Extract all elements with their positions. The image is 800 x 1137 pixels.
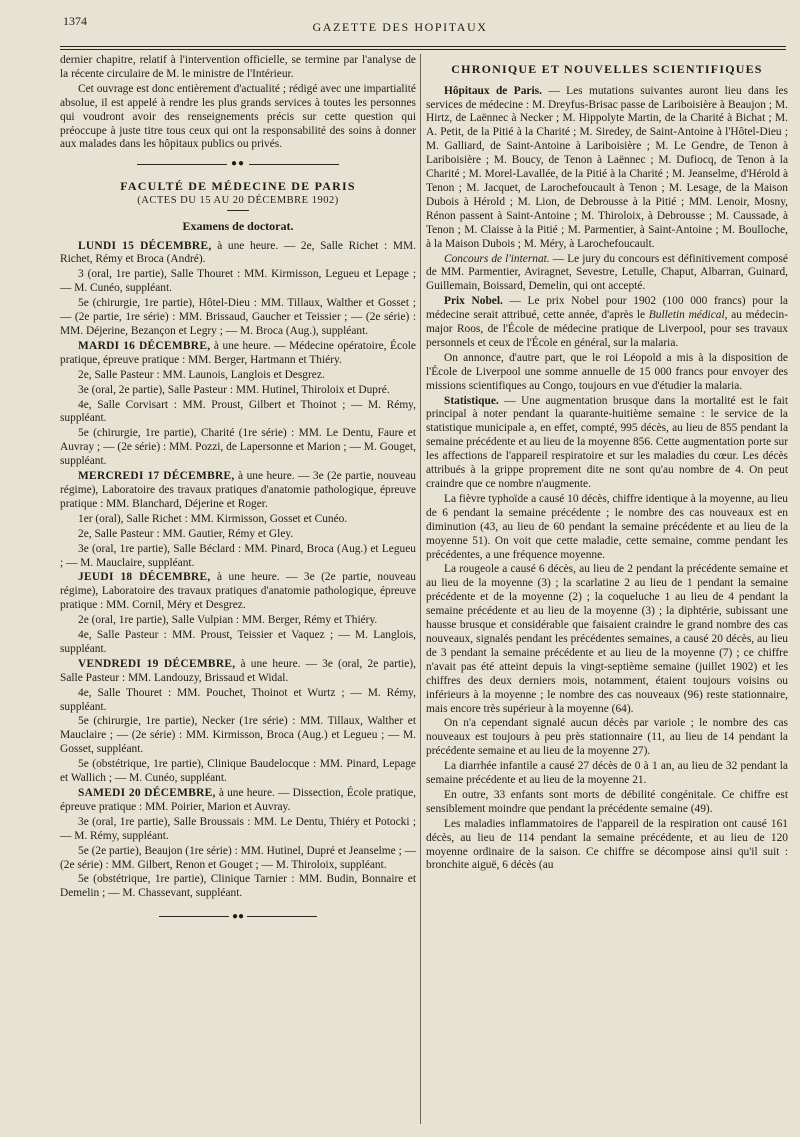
examens-heading: Examens de doctorat. bbox=[182, 218, 294, 233]
respiration-paragraph: Les maladies inflammatoires de l'appareil de la respiration ont causé 161 décès, au lieu de 114 pendant la semaine précédente, et au lieu de 120 moyenne ordinaire de la saison. Ce chiffre se décompose ainsi qu'il suit : bronchite aiguë, 6 décès (au bbox=[426, 817, 788, 872]
statistique-paragraph: Statistique. — Une augmentation brusque dans la mortalité est le fait principal à noter pendant la quarante-huitième semaine : le service de la statistique municipale a, en effet, compté, 995 décès, au lieu de 855 pendant la semaine précédente et au lieu de la moyenne 856. Cette augmentation porte sur les affections de l'appareil respiratoire et sur les maladies du cœur. Les décès attribués à la grippe proprement dite ne sont qu'au nombre de 4. On peut craindre que ce nombre n'augmente. bbox=[426, 394, 789, 490]
debilite-paragraph: En outre, 33 enfants sont morts de débilité congénitale. Ce chiffre est sensiblement moindre que pendant la précédente semaine (49). bbox=[426, 788, 788, 815]
exam-day-entry: JEUDI 18 DÉCEMBRE, à une heure. — 3e (2e partie, nouveau régime), Laboratoire des travaux pratiques d'anatomie pathologique, épreuve pratique : MM. Cornil, Méry et Desgrez. bbox=[60, 571, 416, 612]
exam-day-date: LUNDI 15 DÉCEMBRE, bbox=[78, 239, 212, 252]
exam-entry: 5e (chirurgie, 1re partie), Necker (1re série) : MM. Tillaux, Walther et Mauclaire ; — (2e série) : MM. Kirmisson, Broca (Aug.) et Legueu ; — M. Gosset, suppléant. bbox=[60, 715, 416, 756]
header-rule-double bbox=[60, 49, 786, 50]
intro-paragraph: Cet ouvrage est donc entièrement d'actualité ; rédigé avec une impartialité absolue, il est appelé à rendre les plus grands services à toutes les personnes qui voudront avoir des renseignements précis sur cette question qui préoccupe à juste titre tous ceux qui ont la responsabilité des soins à donner aux malades dans les hôpitaux publics ou privés. bbox=[60, 82, 416, 151]
exam-entry: 4e, Salle Thouret : MM. Pouchet, Thoinot et Wurtz ; — M. Rémy, suppléant. bbox=[60, 686, 416, 713]
hopitaux-label: Hôpitaux de Paris. bbox=[444, 84, 542, 97]
right-column bbox=[426, 54, 788, 873]
short-rule bbox=[227, 210, 249, 211]
exam-entry: 2e, Salle Pasteur : MM. Gautier, Rémy et Gley. bbox=[78, 527, 294, 540]
left-column bbox=[60, 54, 416, 923]
statistique-paragraph: La rougeole a causé 6 décès, au lieu de 2 pendant la précédente semaine et au lieu de la moyenne (3) ; la scarlatine 2 au lieu de 1 pendant la semaine précédente et de la moyenne (2) ; la coqueluche 1 au lieu de 4 pendant la semaine précédente et au lieu de la moyenne (3) ; la diphtérie, subissant une hausse brusque et considérable que faisaient craindre le grand nombre des cas nouveaux, signalés pendant les précédentes semaines, a causé 20 décès, au lieu de 3 pendant la semaine précédente et au lieu de la moyenne (7) ; ce chiffre n'avait pas été atteint depuis la vingt-septième semaine (juillet 1902) et les chiffres des deux derniers mois, notamment, étaient toujours voisins ou inférieurs à la moyenne ; le nombre des cas nouveaux (96) reste stationnaire, mais encore très supérieur à la moyenne (64). bbox=[426, 563, 788, 715]
exam-day-entry: LUNDI 15 DÉCEMBRE, à une heure. — 2e, Salle Richet : MM. Richet, Rémy et Broca (André). bbox=[60, 239, 416, 266]
exam-entry: 4e, Salle Corvisart : MM. Proust, Gilbert et Thoinot ; — M. Rémy, suppléant. bbox=[60, 398, 416, 425]
exam-day-entry: SAMEDI 20 DÉCEMBRE, à une heure. — Dissection, École pratique, épreuve pratique : MM. Poirier, Marion et Auvray. bbox=[60, 787, 416, 813]
exam-entry: 5e (obstétrique, 1re partie), Clinique Tarnier : MM. Budin, Bonnaire et Demelin ; — M. Chassevant, suppléant. bbox=[60, 873, 416, 900]
exam-entry: 1er (oral), Salle Richet : MM. Kirmisson, Gosset et Cunéo. bbox=[78, 512, 348, 525]
statistique-paragraph: On n'a cependant signalé aucun décès par variole ; le nombre des cas nouveaux est toujours à peu près stationnaire (11, au lieu de 14 pendant la précédente semaine et au lieu de la moyenne 27). bbox=[426, 717, 788, 758]
statistique-paragraph: La fièvre typhoïde a causé 10 décès, chiffre identique à la moyenne, au lieu de 6 pendant la semaine précédente ; le nombre des cas nouveaux est en diminution (43, au lieu de 60 pendant la semaine précédente et au lieu de la moyenne 51). On voit que cette maladie, cette semaine, comme pendant les précédentes, a une fréquence moyenne. bbox=[426, 492, 788, 561]
exam-day-date: SAMEDI 20 DÉCEMBRE, bbox=[78, 787, 216, 800]
concours-paragraph: Concours de l'internat. — Le jury du concours est définitivement composé de MM. Parmentier, Aviragnet, Sevestre, Letulle, Chaput, Albarran, Guinard, Guillemain, Boissard, Demelin, qui ont accepté. bbox=[426, 252, 788, 293]
intro-paragraph: dernier chapitre, relatif à l'intervention officielle, se termine par l'analyse de la récente circulaire de M. le ministre de l'Intérieur. bbox=[60, 54, 416, 80]
chronique-section-title: CHRONIQUE ET NOUVELLES SCIENTIFIQUES bbox=[451, 62, 763, 76]
exam-entry: 2e, Salle Pasteur : MM. Launois, Langlois et Desgrez. bbox=[78, 368, 325, 381]
exam-entry: 3e (oral, 1re partie), Salle Béclard : MM. Pinard, Broca (Aug.) et Legueu ; — M. Mauclaire, suppléant. bbox=[60, 542, 416, 569]
concours-label: Concours de l'internat. bbox=[444, 252, 550, 265]
exam-day-date: VENDREDI 19 DÉCEMBRE, bbox=[78, 657, 236, 670]
exam-day-entry: MARDI 16 DÉCEMBRE, à une heure. — Médecine opératoire, École pratique, épreuve pratique : MM. Berger, Hartmann et Thiéry. bbox=[60, 339, 416, 366]
exam-day-date: MARDI 16 DÉCEMBRE, bbox=[78, 339, 211, 352]
diarrhee-paragraph: La diarrhée infantile a causé 27 décès de 0 à 1 an, au lieu de 32 pendant la semaine précédente et au lieu de la moyenne 21. bbox=[426, 760, 788, 787]
faculte-section-subtitle: (ACTES DU 15 AU 20 DÉCEMBRE 1902) bbox=[137, 195, 339, 207]
exam-day-entry: MERCREDI 17 DÉCEMBRE, à une heure. — 3e (2e partie, nouveau régime), Laboratoire des travaux pratiques d'anatomie pathologique, épreuve pratique : MM. Blanchard, Déjerine et Roger. bbox=[60, 470, 416, 510]
exam-entry: 5e (chirurgie, 1re partie), Hôtel-Dieu : MM. Tillaux, Walther et Gosset ; — (2e partie, 1re série) : MM. Brissaud, Gaucher et Teissier ; — (2e série) : MM. Déjerine, Bezançon et Legry ; — M. Broca (Aug.), suppléant. bbox=[60, 297, 416, 338]
exam-day-date: MERCREDI 17 DÉCEMBRE, bbox=[78, 470, 235, 483]
exam-entry: 5e (2e partie), Beaujon (1re série) : MM. Hutinel, Dupré et Jeanselme ; — (2e série) : MM. Gilbert, Renon et Gouget ; — M. Thiroloix, suppléant. bbox=[60, 844, 416, 871]
page-number: 1374 bbox=[63, 14, 87, 28]
hopitaux-paragraph: Hôpitaux de Paris. — Les mutations suivantes auront lieu dans les services de médecine : M. Dreyfus-Brisac passe de Lariboisière à Beaujon ; M. Hirtz, de Laënnec à Necker ; M. Hippolyte Martin, de la Charité à Bichat ; M. A. Petit, de la Pitié à la Charité ; M. Siredey, de Saint-Antoine à l'Hôtel-Dieu ; M. Galliard, de Saint-Antoine à Lariboisière ; M. Le Gendre, de Tenon à Lariboisière ; M. Boucy, de Tenon à Laënnec ; M. Dufiocq, de Tenon à la Charité ; M. Morel-Lavallée, de la Pitié à la Charité ; M. Jeanselme, d'Hérold à Tenon ; M. Jacquet, de Larochefoucault à Tenon ; M. Lesage, de la Maison Dubois à Hérold ; M. Lion, de Debrousse à la Pitié ; MM. Lenoir, Mosny, Rénon passent à Saint-Antoine ; M. Thiroloix, à Debrousse ; M. Caussade, à Tenon ; M. Claisse à la Pitié ; M. Parmentier, à Saint-Antoine ; M. Boulloche, à la Maison Dubois ; M. Méry, à Larochefoucault. bbox=[426, 84, 788, 250]
exam-entry: 3e (oral, 1re partie), Salle Broussais : MM. Le Dentu, Thiéry et Potocki ; — M. Rémy, suppléant. bbox=[60, 815, 416, 842]
running-title: GAZETTE DES HOPITAUX bbox=[312, 20, 488, 34]
separator-ornament: ●● bbox=[60, 911, 416, 923]
exam-entry: 2e (oral, 1re partie), Salle Vulpian : MM. Berger, Rémy et Thiéry. bbox=[78, 614, 378, 627]
statistique-label: Statistique. bbox=[444, 394, 499, 407]
separator-ornament: ●● bbox=[60, 158, 416, 170]
header-rule bbox=[60, 46, 786, 47]
exam-entry: 3e (oral, 2e partie), Salle Pasteur : MM. Hutinel, Thiroloix et Dupré. bbox=[78, 383, 390, 396]
exam-entry: 4e, Salle Pasteur : MM. Proust, Teissier et Vaquez ; — M. Langlois, suppléant. bbox=[60, 629, 416, 655]
exam-entry: 5e (obstétrique, 1re partie), Clinique Baudelocque : MM. Pinard, Lepage et Wallich ; — M. Cunéo, suppléant. bbox=[60, 758, 416, 785]
exam-entry: 5e (chirurgie, 1re partie), Charité (1re série) : MM. Le Dentu, Faure et Auvray ; — (2e série) : MM. Pozzi, de Lapersonne et Marion ; — M. Gouget, suppléant. bbox=[60, 427, 416, 468]
nobel-paragraph: Prix Nobel. — Le prix Nobel pour 1902 (100 000 francs) pour la médecine serait attribué, cette année, d'après le Bulletin médical, au médecin-major Roos, de l'École de médecine pratique de Liverpool, pour ses travaux personnels et ceux de l'École en général, sur la malaria. bbox=[426, 295, 789, 349]
nobel-paragraph-2: On annonce, d'autre part, que le roi Léopold a mis à la disposition de l'École de Liverpool une somme annuelle de 15 000 francs pour envoyer des missions scientifiques au Congo, toujours en vue d'étudier la malaria. bbox=[426, 351, 788, 392]
exam-day-date: JEUDI 18 DÉCEMBRE, bbox=[78, 571, 211, 584]
faculte-section-title: FACULTÉ DE MÉDECINE DE PARIS bbox=[120, 178, 356, 193]
nobel-label: Prix Nobel. bbox=[444, 295, 503, 308]
exam-day-entry: VENDREDI 19 DÉCEMBRE, à une heure. — 3e (oral, 2e partie), Salle Pasteur : MM. Landouzy, Brissaud et Widal. bbox=[60, 657, 416, 684]
column-divider bbox=[420, 54, 421, 1124]
exam-entry: 3 (oral, 1re partie), Salle Thouret : MM. Kirmisson, Legueu et Lepage ; — M. Cunéo, suppléant. bbox=[60, 268, 416, 295]
